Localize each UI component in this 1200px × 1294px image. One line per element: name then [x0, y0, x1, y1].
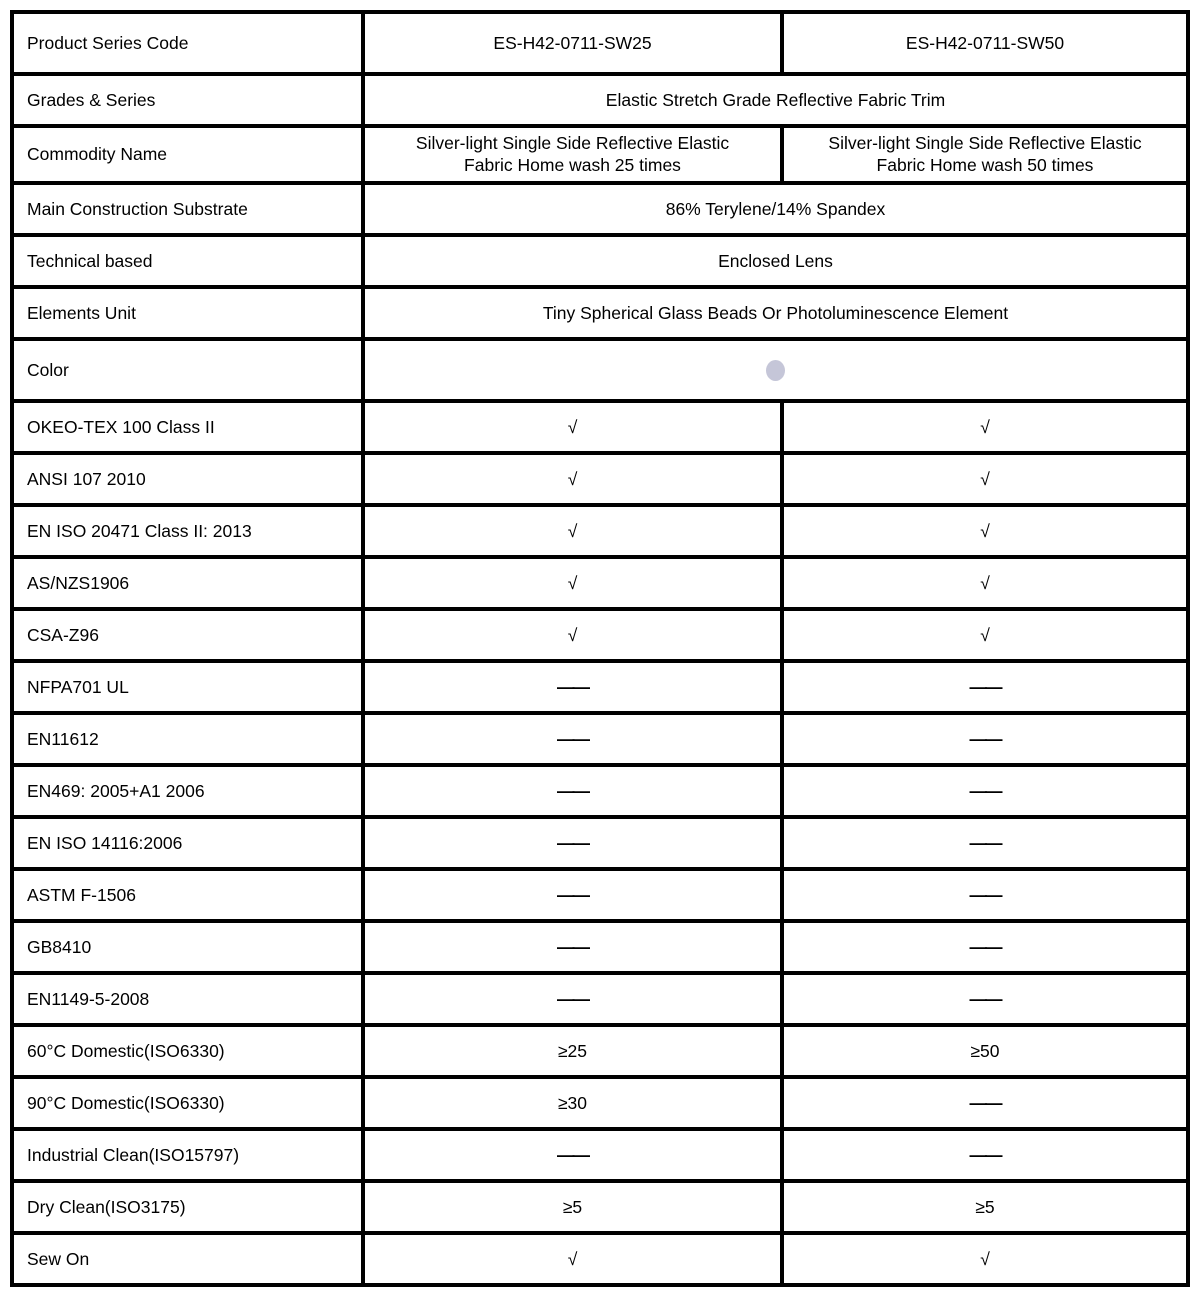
check-mark: √	[782, 1233, 1188, 1285]
table-row-en-iso-14116	[12, 817, 1188, 869]
table-row-astm-f1506	[12, 869, 1188, 921]
table-row-csa-z96	[12, 609, 1188, 661]
row-label: Dry Clean(ISO3175)	[12, 1181, 363, 1233]
row-label: NFPA701 UL	[12, 661, 363, 713]
dash-mark: ——	[363, 921, 782, 973]
row-label: OKEO-TEX 100 Class II	[12, 401, 363, 453]
dash-mark: ——	[782, 973, 1188, 1025]
table-row-grades-series	[12, 74, 1188, 126]
check-mark: √	[782, 557, 1188, 609]
cell-value	[363, 339, 1188, 401]
check-mark: √	[782, 401, 1188, 453]
table-row-commodity-name	[12, 126, 1188, 183]
table-row-okeo-tex	[12, 401, 1188, 453]
cell-value: Elastic Stretch Grade Reflective Fabric Trim	[363, 74, 1188, 126]
dash-mark: ——	[782, 765, 1188, 817]
table-row-sew-on	[12, 1233, 1188, 1285]
table-row-gb8410	[12, 921, 1188, 973]
dash-mark: ——	[782, 1129, 1188, 1181]
cell-value: Tiny Spherical Glass Beads Or Photoluminescence Element	[363, 287, 1188, 339]
dash-mark: ——	[782, 921, 1188, 973]
row-label: EN ISO 14116:2006	[12, 817, 363, 869]
row-label: EN469: 2005+A1 2006	[12, 765, 363, 817]
row-label: 60°C Domestic(ISO6330)	[12, 1025, 363, 1077]
spec-table	[10, 10, 1190, 1287]
dash-mark: ——	[363, 1129, 782, 1181]
row-label: Sew On	[12, 1233, 363, 1285]
table-row-dry-clean	[12, 1181, 1188, 1233]
dash-mark: ——	[363, 817, 782, 869]
cell-value: Enclosed Lens	[363, 235, 1188, 287]
table-row-60c-domestic	[12, 1025, 1188, 1077]
cell-value: ≥50	[782, 1025, 1188, 1077]
row-label: Main Construction Substrate	[12, 183, 363, 235]
cell-value: ES-H42-0711-SW50	[782, 12, 1188, 74]
row-label: ANSI 107 2010	[12, 453, 363, 505]
check-mark: √	[782, 453, 1188, 505]
row-label: 90°C Domestic(ISO6330)	[12, 1077, 363, 1129]
row-label: AS/NZS1906	[12, 557, 363, 609]
dash-mark: ——	[363, 869, 782, 921]
cell-value: ≥5	[363, 1181, 782, 1233]
color-swatch	[766, 360, 785, 381]
check-mark: √	[363, 401, 782, 453]
row-label: Color	[12, 339, 363, 401]
row-label: EN1149-5-2008	[12, 973, 363, 1025]
cell-value: ≥5	[782, 1181, 1188, 1233]
table-row-color	[12, 339, 1188, 401]
row-label: GB8410	[12, 921, 363, 973]
row-label: ASTM F-1506	[12, 869, 363, 921]
row-label: Technical based	[12, 235, 363, 287]
table-row-en469	[12, 765, 1188, 817]
dash-mark: ——	[363, 765, 782, 817]
check-mark: √	[782, 609, 1188, 661]
table-row-as-nzs1906	[12, 557, 1188, 609]
check-mark: √	[363, 609, 782, 661]
cell-value: ≥30	[363, 1077, 782, 1129]
cell-value: 86% Terylene/14% Spandex	[363, 183, 1188, 235]
check-mark: √	[782, 505, 1188, 557]
check-mark: √	[363, 1233, 782, 1285]
row-label: Industrial Clean(ISO15797)	[12, 1129, 363, 1181]
row-label: EN11612	[12, 713, 363, 765]
table-row-en11612	[12, 713, 1188, 765]
table-row-en1149-5-2008	[12, 973, 1188, 1025]
cell-value: Silver-light Single Side Reflective Elastic Fabric Home wash 50 times	[782, 126, 1188, 183]
table-row-ansi-107	[12, 453, 1188, 505]
table-row-en-iso-20471	[12, 505, 1188, 557]
dash-mark: ——	[782, 1077, 1188, 1129]
table-row-industrial-clean	[12, 1129, 1188, 1181]
table-row-nfpa701-ul	[12, 661, 1188, 713]
table-row-technical-based	[12, 235, 1188, 287]
dash-mark: ——	[363, 661, 782, 713]
cell-value: ≥25	[363, 1025, 782, 1077]
check-mark: √	[363, 557, 782, 609]
row-label: Product Series Code	[12, 12, 363, 74]
check-mark: √	[363, 453, 782, 505]
row-label: CSA-Z96	[12, 609, 363, 661]
dash-mark: ——	[782, 661, 1188, 713]
cell-value: Silver-light Single Side Reflective Elastic Fabric Home wash 25 times	[363, 126, 782, 183]
row-label: Grades & Series	[12, 74, 363, 126]
row-label: Elements Unit	[12, 287, 363, 339]
cell-value: ES-H42-0711-SW25	[363, 12, 782, 74]
check-mark: √	[363, 505, 782, 557]
table-row-90c-domestic	[12, 1077, 1188, 1129]
dash-mark: ——	[363, 973, 782, 1025]
table-row-main-construction-substrate	[12, 183, 1188, 235]
row-label: Commodity Name	[12, 126, 363, 183]
dash-mark: ——	[782, 713, 1188, 765]
table-row-product-series-code	[12, 12, 1188, 74]
dash-mark: ——	[363, 713, 782, 765]
table-row-elements-unit	[12, 287, 1188, 339]
row-label: EN ISO 20471 Class II: 2013	[12, 505, 363, 557]
dash-mark: ——	[782, 869, 1188, 921]
dash-mark: ——	[782, 817, 1188, 869]
